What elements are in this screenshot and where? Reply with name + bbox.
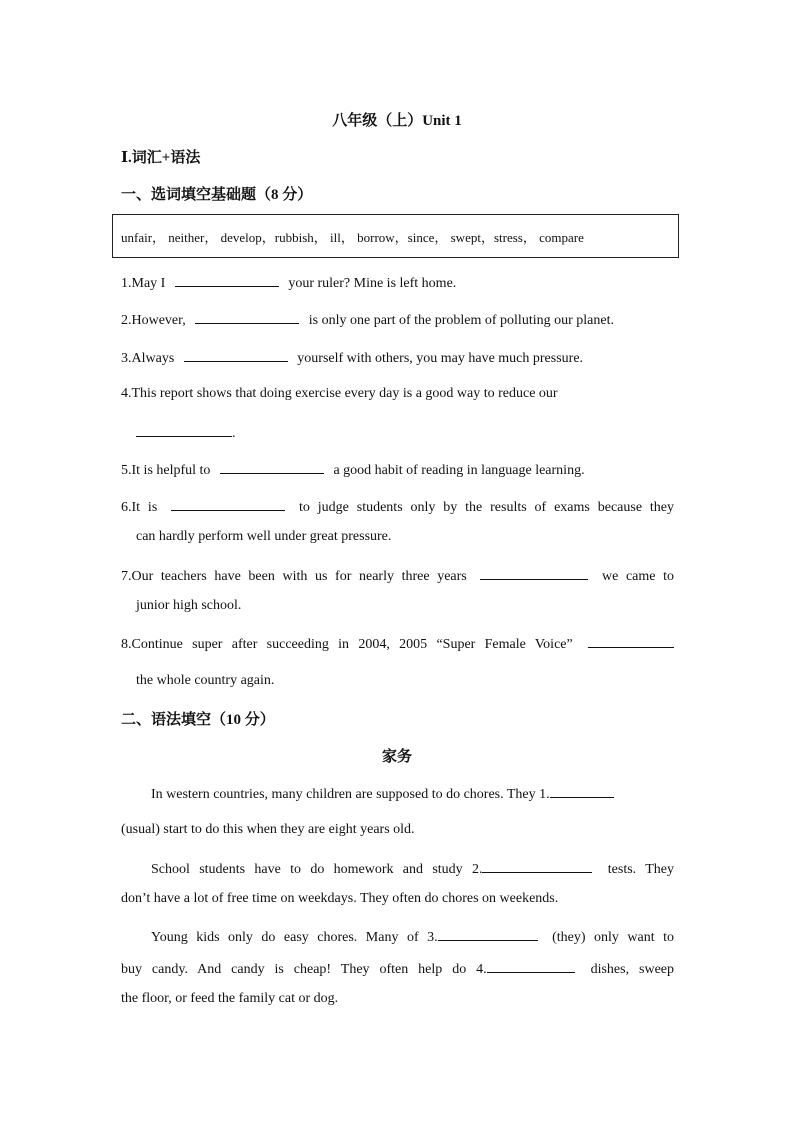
answer-blank[interactable] [136,422,232,437]
answer-blank[interactable] [550,783,614,798]
passage-p1-line1 [151,783,674,805]
question-8-cont [136,671,674,691]
question-7-rest: we came to [602,569,674,584]
passage-text: don’t have a lot of free time on weekdays. They often do chores on weekends. [121,891,559,906]
question-8 [121,633,674,655]
section-heading-word-fill: 一、选词填空基础题（8 分） [121,187,313,203]
answer-blank[interactable] [184,347,288,362]
passage-text: School students have to do homework and study 2. [151,862,483,877]
passage-text: (usual) start to do this when they are eight years old. [121,822,415,837]
question-3-rest: yourself with others, you may have much pressure. [297,351,584,366]
passage-title: 家务 [381,749,412,765]
answer-blank[interactable] [480,565,588,580]
question-8-text: 8.Continue super after succeeding in 2004, 2005 “Super Female Voice” [121,637,573,652]
passage-text: (they) only want to [552,930,675,945]
section-heading-grammar-fill: 二、语法填空（10 分） [121,712,275,728]
question-2 [121,309,674,331]
page-title: 八年级（上）Unit 1 [332,113,462,129]
question-6-rest: to judge students only by the results of exams because they [299,500,675,515]
question-2-rest: is only one part of the problem of polluting our planet. [308,313,614,328]
answer-blank[interactable] [588,633,674,648]
question-6 [121,496,674,518]
passage-p2-line1 [151,858,674,880]
question-4 [121,384,674,404]
answer-blank[interactable] [487,958,575,973]
question-5-text: 5.It is helpful to [121,463,211,478]
passage-text: the floor, or feed the family cat or dog. [121,991,339,1006]
question-3-text: 3.Always [121,351,175,366]
question-6-continuation: can hardly perform well under great pressure. [136,529,392,544]
answer-blank[interactable] [438,926,538,941]
part-heading-vocab-grammar: Ⅰ.词汇+语法 [121,150,201,166]
question-7-text: 7.Our teachers have been with us for nearly three years [121,569,467,584]
question-7-continuation: junior high school. [136,598,242,613]
question-4-end: . [232,426,236,441]
passage-text: tests. They [607,862,675,877]
question-4-text: 4.This report shows that doing exercise every day is a good way to reduce our [121,386,558,401]
word-bank-box [112,214,679,258]
answer-blank[interactable] [171,496,285,511]
word-bank-text: unfair， neither， develop，rubbish， ill， borrow，since， swept，stress， compare [121,229,584,245]
question-8-continuation: the whole country again. [136,673,275,688]
passage-p3-line1 [151,926,674,948]
passage-text: Young kids only do easy chores. Many of 3. [151,930,438,945]
question-3 [121,347,674,369]
passage-text: In western countries, many children are supposed to do chores. They 1. [151,787,550,802]
passage-p1-line2 [121,820,674,840]
question-1 [121,272,674,294]
answer-blank[interactable] [482,858,592,873]
answer-blank[interactable] [195,309,299,324]
answer-blank[interactable] [220,459,324,474]
passage-text: buy candy. And candy is cheap! They often help do 4. [121,962,487,977]
passage-p2-line2 [121,889,674,909]
question-7 [121,565,674,587]
question-5 [121,459,674,481]
question-2-text: 2.However, [121,313,186,328]
answer-blank[interactable] [175,272,279,287]
question-5-rest: a good habit of reading in language learning. [333,463,585,478]
passage-p3-line2 [121,958,674,980]
question-7-cont [136,596,674,616]
question-1-text: 1.May I [121,276,166,291]
question-1-rest: your ruler? Mine is left home. [288,276,457,291]
question-6-cont [136,527,674,547]
question-4-cont [136,422,674,444]
question-6-text: 6.It is [121,500,158,515]
passage-p3-line3 [121,989,674,1009]
passage-text: dishes, sweep [590,962,674,977]
